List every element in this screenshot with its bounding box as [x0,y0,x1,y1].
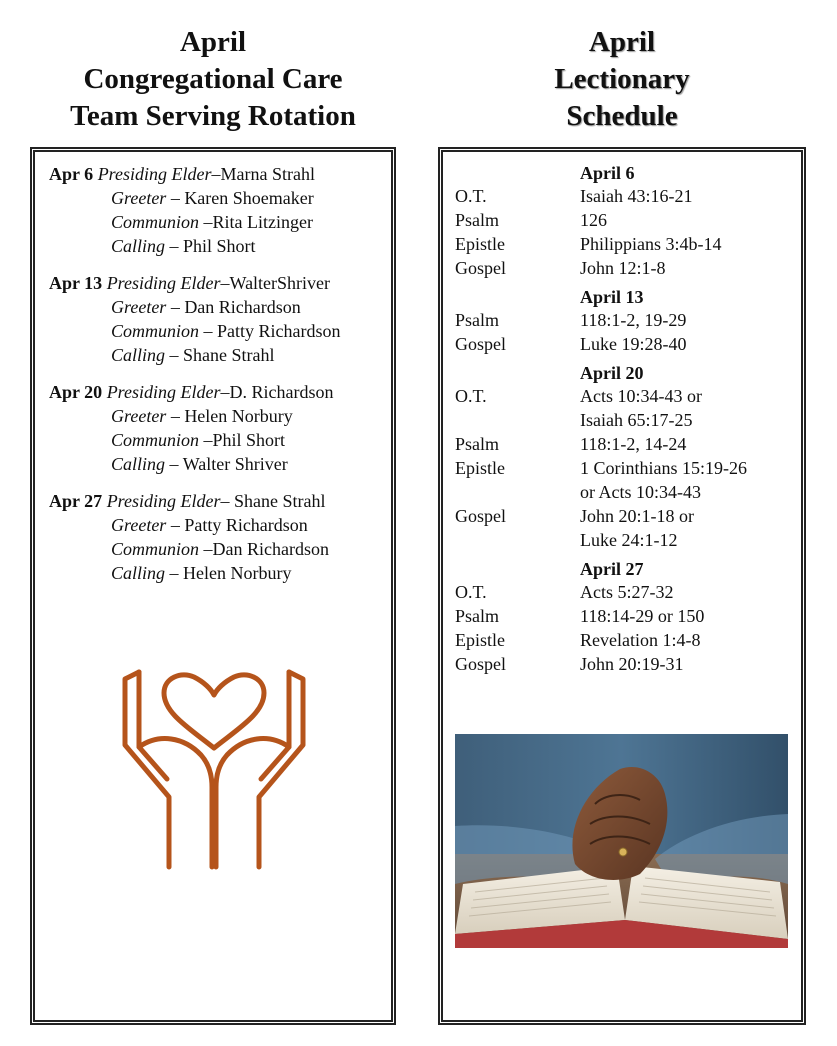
reading-label: O.T. [455,386,487,406]
left-title-line: April [179,26,247,58]
role-separator: – [199,430,213,450]
rotation-date: Apr 13 [49,273,103,293]
lectionary-week [455,162,797,280]
rotation-line [49,210,387,234]
reading-label [455,408,580,432]
right-title-line: Lectionary [554,63,690,95]
rotation-date: Apr 6 [49,164,94,184]
reading-text: John 20:1-18 or [580,506,694,526]
person-name: Helen Norbury [183,563,292,583]
reading-row [455,308,797,332]
role-separator: – [220,491,235,511]
role-separator: – [166,406,185,426]
rotation-line [49,162,387,186]
rotation-line [49,380,387,404]
reading-text: 118:1-2, 19-29 [580,310,687,330]
rotation-line [49,513,387,537]
role-label: Greeter [111,515,167,535]
role-separator: – [199,539,213,559]
role-label: Greeter [111,188,167,208]
rotation-line [49,295,387,319]
reading-label [455,480,580,504]
role-label: Calling [111,563,166,583]
reading-row [455,504,797,528]
role-separator: – [211,164,221,184]
lectionary-date: April 27 [580,559,644,579]
reading-text: Isaiah 43:16-21 [580,186,693,206]
reading-row [455,408,797,432]
person-name: Marna Strahl [220,164,315,184]
lectionary-list [455,162,797,682]
right-title [438,24,806,135]
rotation-line [49,186,387,210]
reading-label: O.T. [455,186,487,206]
reading-row [455,432,797,456]
reading-label: Gospel [455,258,506,278]
reading-row [455,232,797,256]
lectionary-date: April 20 [580,363,644,383]
role-label: Communion [111,539,200,559]
reading-text: 126 [580,210,607,230]
reading-row [455,256,797,280]
person-name: Shane Strahl [234,491,326,511]
lectionary-panel [438,147,806,1025]
left-title [30,24,396,135]
reading-label [455,528,580,552]
person-name: Helen Norbury [184,406,293,426]
person-name: Walter Shriver [182,454,288,474]
reading-row [455,580,797,604]
role-separator: – [165,345,184,365]
reading-text: 118:1-2, 14-24 [580,434,687,454]
reading-text: Acts 10:34-43 or [580,386,702,406]
right-title-line: April [588,26,656,58]
reading-row [455,208,797,232]
lectionary-week [455,286,797,356]
role-label: Presiding Elder [97,164,212,184]
rotation-line [49,452,387,476]
reading-text: Luke 19:28-40 [580,334,687,354]
reading-text: Luke 24:1-12 [580,530,678,550]
reading-label: Psalm [455,310,500,330]
reading-label: Gospel [455,654,506,674]
role-label: Communion [111,430,200,450]
person-name: D. Richardson [229,382,334,402]
reading-text: Acts 5:27-32 [580,582,674,602]
lectionary-date: April 6 [580,163,635,183]
reading-row [455,604,797,628]
reading-text: John 20:19-31 [580,654,684,674]
rotation-line [49,537,387,561]
role-label: Calling [111,345,166,365]
role-label: Presiding Elder [106,491,221,511]
reading-text: 1 Corinthians 15:19-26 [580,458,747,478]
role-separator: – [166,188,185,208]
lectionary-week [455,362,797,552]
reading-row [455,628,797,652]
reading-row [455,184,797,208]
reading-label: Psalm [455,434,500,454]
reading-row [455,480,797,504]
role-label: Greeter [111,406,167,426]
reading-row [455,652,797,676]
role-separator: – [220,382,230,402]
rotation-line [49,271,387,295]
role-separator: – [166,297,185,317]
rotation-week [49,162,387,258]
right-title-line: Schedule [566,100,678,132]
person-name: WalterShriver [229,273,331,293]
person-name: Phil Short [212,430,286,450]
role-separator: – [199,212,213,232]
praying-hands-on-bible-photo [455,734,788,948]
reading-label: Psalm [455,210,500,230]
person-name: Karen Shoemaker [184,188,314,208]
rotation-line [49,234,387,258]
rotation-week [49,489,387,585]
rotation-week [49,380,387,476]
rotation-panel [30,147,396,1025]
reading-label: Epistle [455,458,505,478]
rotation-date: Apr 27 [49,491,103,511]
rotation-list [49,162,387,598]
role-label: Communion [111,212,200,232]
rotation-line [49,561,387,585]
person-name: Dan Richardson [212,539,329,559]
left-title-line: Team Serving Rotation [70,100,356,132]
rotation-line [49,404,387,428]
reading-row [455,456,797,480]
rotation-line [49,428,387,452]
role-label: Communion [111,321,200,341]
hands-holding-heart-icon [109,667,319,877]
rotation-line [49,489,387,513]
role-separator: – [165,454,183,474]
role-separator: – [165,563,184,583]
reading-label: O.T. [455,582,487,602]
role-separator: – [165,236,184,256]
reading-label: Epistle [455,234,505,254]
rotation-week [49,271,387,367]
role-label: Greeter [111,297,167,317]
reading-text: 118:14-29 or 150 [580,606,705,626]
person-name: Patty Richardson [217,321,341,341]
reading-text: John 12:1-8 [580,258,666,278]
reading-label: Psalm [455,606,500,626]
reading-label: Gospel [455,506,506,526]
role-label: Presiding Elder [106,382,221,402]
reading-row [455,332,797,356]
reading-label: Epistle [455,630,505,650]
person-name: Shane Strahl [183,345,275,365]
person-name: Rita Litzinger [212,212,313,232]
reading-label: Gospel [455,334,506,354]
reading-text: Revelation 1:4-8 [580,630,701,650]
reading-row [455,384,797,408]
reading-text: or Acts 10:34-43 [580,482,701,502]
person-name: Patty Richardson [184,515,308,535]
role-separator: – [199,321,218,341]
rotation-date: Apr 20 [49,382,103,402]
role-label: Calling [111,236,166,256]
person-name: Phil Short [183,236,256,256]
lectionary-date: April 13 [580,287,644,307]
reading-text: Philippians 3:4b-14 [580,234,722,254]
role-label: Calling [111,454,166,474]
person-name: Dan Richardson [184,297,301,317]
reading-text: Isaiah 65:17-25 [580,410,693,430]
reading-row [455,528,797,552]
left-title-line: Congregational Care [83,63,343,95]
rotation-line [49,319,387,343]
role-label: Presiding Elder [106,273,221,293]
role-separator: – [166,515,185,535]
role-separator: – [220,273,230,293]
lectionary-week [455,558,797,676]
rotation-line [49,343,387,367]
